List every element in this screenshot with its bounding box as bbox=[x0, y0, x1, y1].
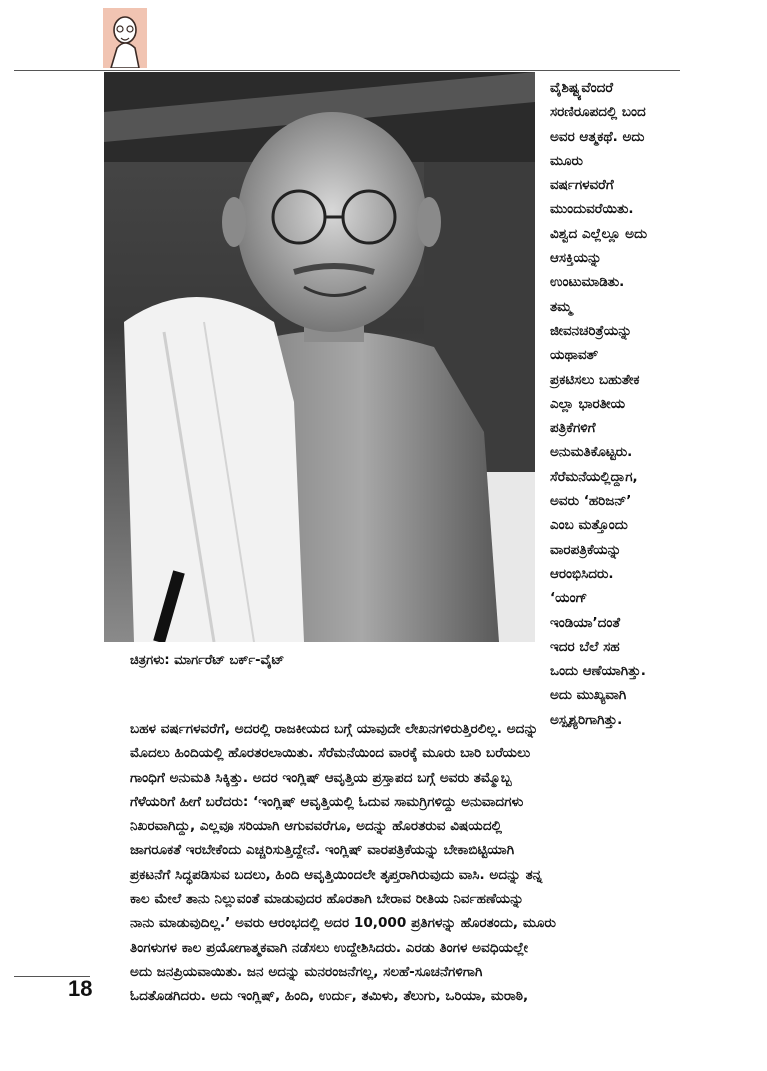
text-line: ತಿಂಗಳುಗಳ ಕಾಲ ಪ್ರಯೋಗಾತ್ಮಕವಾಗಿ ನಡೆಸಲು ಉದ್ದೇಶಿಸಿದರು. ಎರಡು ತಿಂಗಳ ಅವಧಿಯಲ್ಲೇ bbox=[130, 939, 529, 956]
text-line: ಪ್ರಕಟಿಸಲು ಬಹುತೇಕ bbox=[550, 371, 640, 388]
text-line: ಅವರು ‘ಹರಿಜನ್’ bbox=[550, 493, 632, 510]
text-line: ಗಾಂಧಿಗೆ ಅನುಮತಿ ಸಿಕ್ಕಿತ್ತು. ಅದರ ಇಂಗ್ಲಿಷ್ ಆವೃತ್ತಿಯ ಪ್ರಸ್ತಾಪದ ಬಗ್ಗೆ ಅವರು ತಮ್ಮೊಬ್ಬ bbox=[130, 769, 512, 786]
text-line: ಅನುಮತಿಕೊಟ್ಟರು. bbox=[550, 444, 633, 461]
text-line: ಅದು ಮುಖ್ಯವಾಗಿ bbox=[550, 687, 627, 704]
text-line: ಅದು ಜನಪ್ರಿಯವಾಯಿತು. ಜನ ಅದನ್ನು ಮನರಂಜನೆಗಲ್ಲ, ಸಲಹೆ-ಸೂಚನೆಗಳಿಗಾಗಿ bbox=[130, 963, 483, 980]
header-rule bbox=[14, 70, 680, 71]
text-line: ಜಾಗರೂಕತೆ ಇರಬೇಕೆಂದು ಎಚ್ಚರಿಸುತ್ತಿದ್ದೇನೆ. ಇಂಗ್ಲಿಷ್ ವಾರಪತ್ರಿಕೆಯನ್ನು ಬೇಕಾಬಿಟ್ಟಿಯಾಗಿ bbox=[130, 842, 515, 859]
text-line: ವೈಶಿಷ್ಟ್ಯವೆಂದರೆ bbox=[550, 80, 614, 96]
text-line: ಬಹಳ ವರ್ಷಗಳವರೆಗೆ, ಅದರಲ್ಲಿ ರಾಜಕೀಯದ ಬಗ್ಗೆ ಯಾವುದೇ ಲೇಖನಗಳಿರುತ್ತಿರಲಿಲ್ಲ. ಅದನ್ನು bbox=[130, 721, 539, 737]
figure-caption: ಚಿತ್ರಗಳು: ಮಾರ್ಗರೆಟ್ ಬರ್ಕ್-ವೈಟ್ bbox=[130, 653, 285, 668]
text-line: ಓದತೊಡಗಿದರು. ಅದು ಇಂಗ್ಲಿಷ್, ಹಿಂದಿ, ಉರ್ದು, ತಮಿಳು, ತೆಲುಗು, ಒರಿಯಾ, ಮರಾಠಿ, bbox=[130, 988, 529, 1005]
text-line: ಪತ್ರಿಕೆಗಳಿಗೆ bbox=[550, 420, 596, 437]
text-line: ನಿಖರವಾಗಿದ್ದು, ಎಲ್ಲವೂ ಸರಿಯಾಗಿ ಆಗುವವರೆಗೂ, ಅದನ್ನು ಹೊರತರುವ ವಿಷಯದಲ್ಲಿ bbox=[130, 818, 502, 835]
gandhi-portrait-logo-icon bbox=[103, 8, 147, 68]
text-line: ವಿಶ್ವದ ಎಲ್ಲೆಲ್ಲೂ ಅದು bbox=[550, 225, 648, 242]
text-line: ಎಂಬ ಮತ್ತೊಂದು bbox=[550, 517, 628, 534]
text-line: ಕಾಲ ಮೇಲೆ ತಾನು ನಿಲ್ಲುವಂತೆ ಮಾಡುವುದರ ಹೊರತಾಗಿ ಬೇರಾವ ರೀತಿಯ ನಿರ್ವಹಣೆಯನ್ನು bbox=[130, 891, 524, 908]
header-logo bbox=[103, 8, 147, 68]
text-line: ನಾನು ಮಾಡುವುದಿಲ್ಲ.’ ಅವರು ಆರಂಭದಲ್ಲಿ ಅದರ 10,000 ಪ್ರತಿಗಳನ್ನು ಹೊರತಂದು, ಮೂರು bbox=[130, 915, 556, 932]
text-line: ಪ್ರಕಟನೆಗೆ ಸಿದ್ಧಪಡಿಸುವ ಬದಲು, ಹಿಂದಿ ಆವೃತ್ತಿಯಿಂದಲೇ ತೃಪ್ತರಾಗಿರುವುದು ವಾಸಿ. ಅದನ್ನು ತನ್ನ bbox=[130, 866, 543, 883]
text-line: ಅಸ್ಪೃಶ್ಯರಿಗಾಗಿತ್ತು. bbox=[550, 711, 623, 728]
text-line: ಯಥಾವತ್ bbox=[550, 347, 599, 364]
text-line: ಆರಂಭಿಸಿದರು. bbox=[550, 565, 614, 582]
text-line: ಇಂಡಿಯಾ’ದಂತೆ bbox=[550, 614, 621, 631]
body-paragraph bbox=[130, 717, 675, 1009]
text-line: ಮೂರು bbox=[550, 152, 583, 169]
text-line: ‘ಯಂಗ್ bbox=[550, 590, 588, 607]
text-line: ಮೊದಲು ಹಿಂದಿಯಲ್ಲಿ ಹೊರತರಲಾಯಿತು. ಸೆರೆಮನೆಯಿಂದ ವಾರಕ್ಕೆ ಮೂರು ಬಾರಿ ಬರೆಯಲು bbox=[130, 745, 531, 762]
text-line: ಗೆಳೆಯರಿಗೆ ಹೀಗೆ ಬರೆದರು: ‘ಇಂಗ್ಲಿಷ್ ಆವೃತ್ತಿಯಲ್ಲಿ ಓದುವ ಸಾಮಗ್ರಿಗಳಿದ್ದು ಅನುವಾದಗಳು bbox=[130, 793, 524, 810]
text-line: ವಾರಪತ್ರಿಕೆಯನ್ನು bbox=[550, 541, 622, 558]
text-line: ಉಂಟುಮಾಡಿತು. bbox=[550, 274, 625, 291]
gandhi-photo bbox=[104, 72, 535, 642]
text-line: ಎಲ್ಲಾ ಭಾರತೀಯ bbox=[550, 395, 626, 412]
text-line: ಒಂದು ಆಣೆಯಾಗಿತ್ತು. bbox=[550, 663, 646, 680]
text-line: ಇದರ ಬೆಲೆ ಸಹ bbox=[550, 638, 620, 655]
text-line: ಸರಣಿರೂಪದಲ್ಲಿ ಬಂದ bbox=[550, 104, 646, 121]
text-line: ಅವರ ಆತ್ಮಕಥೆ. ಅದು bbox=[550, 128, 645, 145]
side-column-text bbox=[550, 76, 685, 732]
text-line: ಆಸಕ್ತಿಯನ್ನು bbox=[550, 250, 602, 267]
text-line: ಸೆರೆಮನೆಯಲ್ಲಿದ್ದಾಗ, bbox=[550, 468, 638, 485]
text-line: ಜೀವನಚರಿತ್ರೆಯನ್ನು bbox=[550, 322, 632, 339]
text-line: ಮುಂದುವರೆಯಿತು. bbox=[550, 201, 634, 218]
text-line: ವರ್ಷಗಳವರೆಗೆ bbox=[550, 177, 614, 194]
page-number: 18 bbox=[68, 976, 93, 1001]
text-line: ತಮ್ಮ bbox=[550, 298, 572, 315]
